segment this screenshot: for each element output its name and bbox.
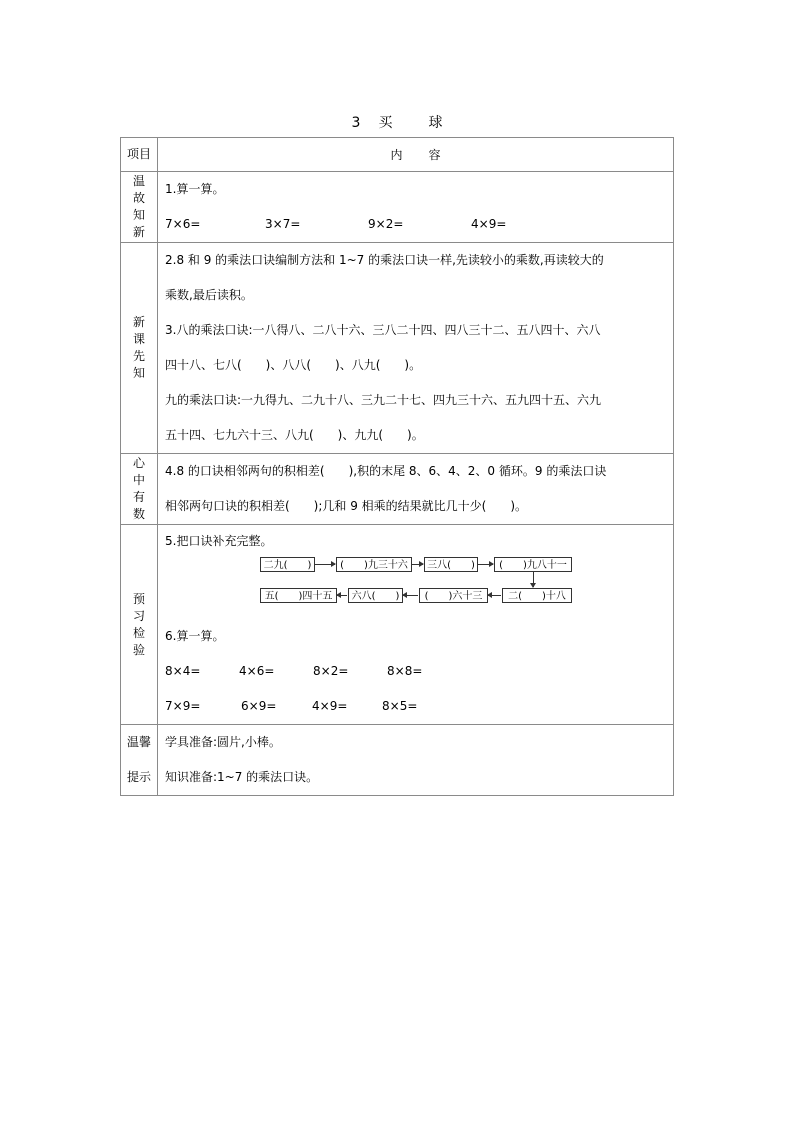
row-understanding-content bbox=[158, 454, 674, 525]
equation: 4×9= bbox=[471, 217, 507, 231]
chain-box: 五( )四十五 bbox=[260, 588, 337, 603]
q5-title: 5.把口诀补充完整。 bbox=[165, 534, 273, 548]
text-line: 2.8 和 9 的乘法口诀编制方法和 1~7 的乘法口诀一样,先读较小的乘数,再读较大的 bbox=[165, 253, 604, 267]
equation: 4×6= bbox=[239, 664, 275, 678]
chain-box: 六八( ) bbox=[348, 588, 403, 603]
tip-knowledge: 知识准备:1~7 的乘法口诀。 bbox=[165, 770, 319, 784]
q6-title: 6.算一算。 bbox=[165, 629, 225, 643]
chain-box: ( )九八十一 bbox=[494, 557, 572, 572]
equation: 8×4= bbox=[165, 664, 201, 678]
text-line: 五十四、七九六十三、八九( )、九九( )。 bbox=[165, 428, 424, 442]
arrow-right-icon bbox=[315, 564, 335, 565]
text-line: 相邻两句口诀的积相差( );几和 9 相乘的结果就比几十少( )。 bbox=[165, 499, 528, 513]
text-line: 4.8 的口诀相邻两句的积相差( ),积的末尾 8、6、4、2、0 循环。9 的乘法口诀 bbox=[165, 464, 607, 478]
text-line: 四十八、七八( )、八八( )、八九( )。 bbox=[165, 358, 422, 372]
header-content-char-a: 内 bbox=[390, 148, 403, 162]
row-preview-check-content bbox=[158, 525, 674, 725]
equation: 3×7= bbox=[265, 217, 301, 231]
chain-box: 二( )十八 bbox=[502, 588, 572, 603]
row-new-lesson-content bbox=[158, 243, 674, 454]
arrow-left-icon bbox=[337, 595, 347, 596]
title-number: 3 bbox=[351, 115, 361, 131]
mnemonic-chain bbox=[165, 557, 667, 619]
equation: 8×5= bbox=[382, 699, 418, 713]
equation: 7×6= bbox=[165, 217, 201, 231]
page-title bbox=[0, 112, 794, 132]
row-tips-content bbox=[158, 725, 674, 796]
equation: 6×9= bbox=[241, 699, 277, 713]
tip-tools: 学具准备:圆片,小棒。 bbox=[165, 735, 281, 749]
equation: 8×2= bbox=[313, 664, 349, 678]
arrow-right-icon bbox=[478, 564, 493, 565]
equation: 9×2= bbox=[368, 217, 404, 231]
equation: 4×9= bbox=[312, 699, 348, 713]
q6-equations-row-2 bbox=[165, 689, 667, 724]
equation: 8×8= bbox=[387, 664, 423, 678]
row-tips bbox=[121, 725, 674, 796]
title-char-1: 买 bbox=[378, 115, 393, 131]
row-understanding-label: 心 中 有 数 bbox=[121, 454, 158, 525]
row-review-label: 温 故 知 新 bbox=[121, 172, 158, 243]
worksheet-table bbox=[120, 137, 674, 796]
q1-title: 1.算一算。 bbox=[165, 182, 225, 196]
text-line: 乘数,最后读积。 bbox=[165, 288, 253, 302]
title-char-2: 球 bbox=[428, 115, 443, 131]
header-content-cell bbox=[158, 138, 674, 172]
text-line: 3.八的乘法口诀:一八得八、二八十六、三八二十四、四八三十二、五八四十、六八 bbox=[165, 323, 601, 337]
arrow-down-icon bbox=[533, 572, 534, 587]
row-new-lesson-label: 新 课 先 知 bbox=[121, 243, 158, 454]
header-item-cell bbox=[121, 138, 158, 172]
arrow-left-icon bbox=[403, 595, 418, 596]
row-new-lesson bbox=[121, 243, 674, 454]
header-item-label: 项目 bbox=[126, 147, 151, 161]
arrow-left-icon bbox=[488, 595, 501, 596]
chain-box: 三八( ) bbox=[424, 557, 478, 572]
row-tips-label: 温馨 提示 bbox=[121, 725, 158, 796]
q6-equations-row-1 bbox=[165, 654, 667, 689]
equation: 7×9= bbox=[165, 699, 201, 713]
chain-box: 二九( ) bbox=[260, 557, 315, 572]
header-content-char-b: 容 bbox=[428, 148, 441, 162]
header-row bbox=[121, 138, 674, 172]
text-line: 九的乘法口诀:一九得九、二九十八、三九二十七、四九三十六、五九四十五、六九 bbox=[165, 393, 602, 407]
row-review bbox=[121, 172, 674, 243]
q1-equations bbox=[165, 207, 667, 242]
row-understanding bbox=[121, 454, 674, 525]
row-preview-check bbox=[121, 525, 674, 725]
arrow-right-icon bbox=[412, 564, 423, 565]
row-preview-check-label: 预 习 检 验 bbox=[121, 525, 158, 725]
chain-box: ( )九三十六 bbox=[336, 557, 412, 572]
chain-box: ( )六十三 bbox=[419, 588, 488, 603]
row-review-content bbox=[158, 172, 674, 243]
